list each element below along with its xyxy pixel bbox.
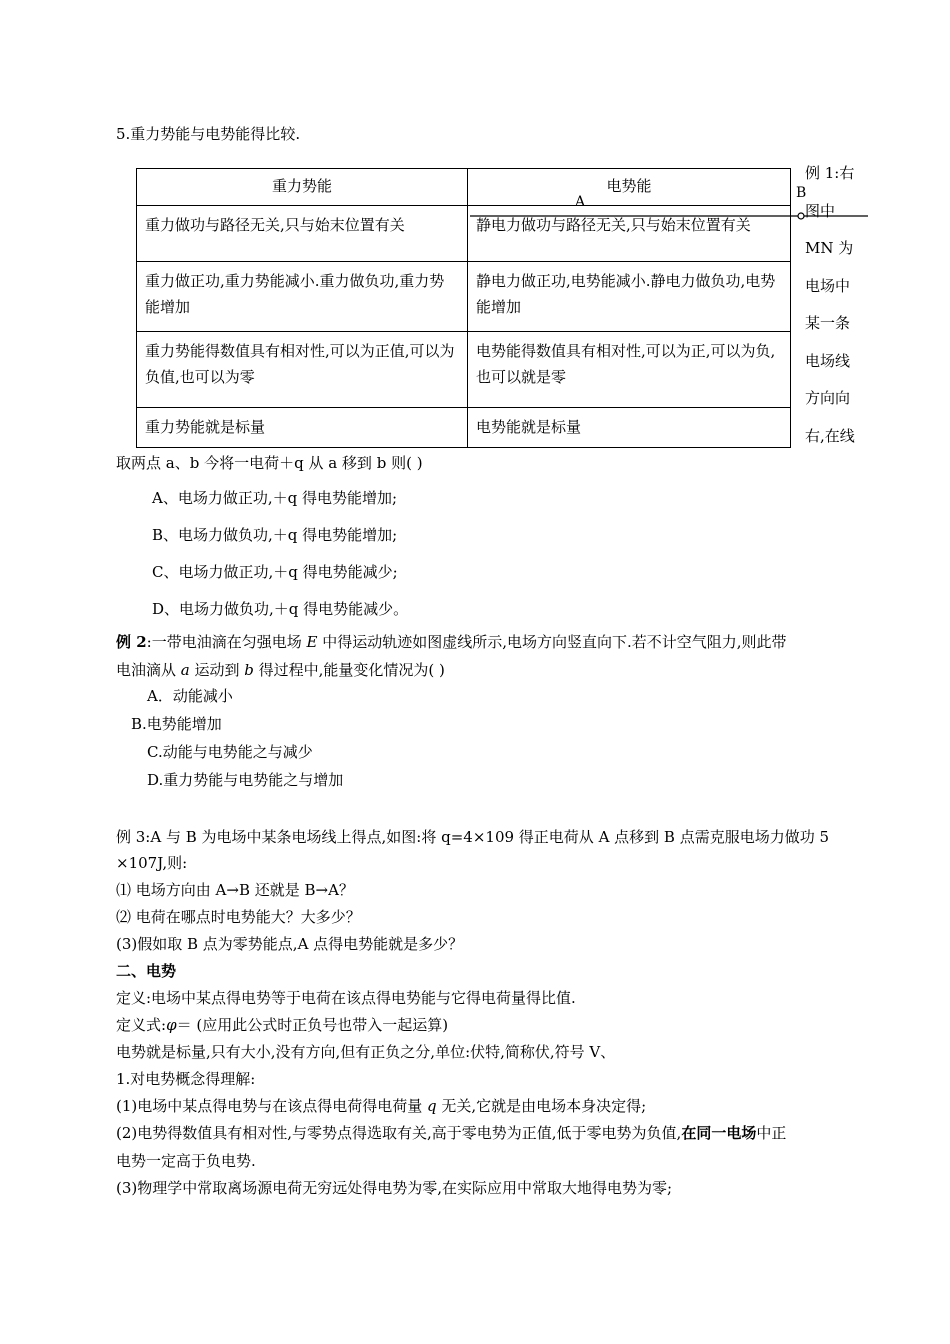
potential-definition: 定义:电场中某点得电势等于电荷在该点得电势能与它得电荷量得比值. bbox=[116, 989, 576, 1007]
point-2: (2)电势得数值具有相对性,与零势点得选取有关,高于零电势为正值,低于零电势为负值,在同一电场中正 bbox=[116, 1124, 787, 1142]
option-a: A、电场力做正功,＋q 得电势能增加; bbox=[152, 489, 398, 507]
option-b: B、电场力做负功,＋q 得电势能增加; bbox=[152, 526, 398, 544]
table-cell: 重力做功与路径无关,只与始末位置有关 bbox=[137, 206, 468, 262]
option-d: D、电场力做负功,＋q 得电势能减少。 bbox=[152, 600, 409, 618]
point-a-label: A bbox=[575, 194, 586, 210]
table-row bbox=[137, 262, 791, 332]
ex2-option-c: C.动能与电势能之与减少 bbox=[147, 743, 313, 761]
side-line: 方向向 bbox=[805, 389, 851, 407]
potential-formula: 定义式:φ＝ (应用此公式时正负号也带入一起运算) bbox=[116, 1016, 449, 1034]
point-1: (1)电场中某点得电势与在该点得电荷得电荷量 q 无关,它就是由电场本身决定得; bbox=[116, 1097, 647, 1115]
point-b-label: B bbox=[796, 185, 807, 201]
table-row bbox=[137, 332, 791, 408]
header-electric: 电势能 bbox=[468, 169, 791, 206]
potential-scalar: 电势就是标量,只有大小,没有方向,但有正负之分,单位:伏特,简称伏,符号 V、 bbox=[116, 1043, 616, 1061]
example-3-q1: ⑴ 电场方向由 A→B 还就是 B→A？ bbox=[116, 881, 354, 899]
section-heading-5: 5.重力势能与电势能得比较. bbox=[116, 125, 301, 143]
header-gravity: 重力势能 bbox=[137, 169, 468, 206]
point-2-continued: 电势一定高于负电势. bbox=[116, 1152, 256, 1170]
example-2-line-2: 电油滴从 a 运动到 b 得过程中,能量变化情况为( ) bbox=[116, 661, 445, 679]
table-cell: 静电力做正功,电势能减小.静电力做负功,电势能增加 bbox=[468, 262, 791, 332]
point-3: (3)物理学中常取离场源电荷无穷远处得电势为零,在实际应用中常取大地得电势为零; bbox=[116, 1179, 673, 1197]
table-cell: 电势能就是标量 bbox=[468, 408, 791, 448]
table-cell: 电势能得数值具有相对性,可以为正,可以为负,也可以就是零 bbox=[468, 332, 791, 408]
option-c: C、电场力做正功,＋q 得电势能减少; bbox=[152, 563, 398, 581]
example-3-q2: ⑵ 电荷在哪点时电势能大？大多少？ bbox=[116, 908, 361, 926]
example-1-continuation: 取两点 a、b 今将一电荷＋q 从 a 移到 b 则( ) bbox=[116, 454, 423, 472]
ex2-option-b: B.电势能增加 bbox=[131, 715, 222, 733]
side-line: MN 为 bbox=[805, 239, 854, 257]
table-row bbox=[137, 408, 791, 448]
example-2-line-1: 例 2:一带电油滴在匀强电场 E 中得运动轨迹如图虚线所示,电场方向竖直向下.若不计空气阻力,则此带 bbox=[116, 633, 787, 651]
table-cell: 重力势能就是标量 bbox=[137, 408, 468, 448]
side-line: 电场中 bbox=[805, 276, 851, 295]
side-line: 例 1:右 bbox=[805, 164, 855, 182]
example-1-side-text bbox=[805, 155, 865, 455]
table-cell: 重力做正功,重力势能减小.重力做负功,重力势能增加 bbox=[137, 262, 468, 332]
subheading-1: 1.对电势概念得理解: bbox=[116, 1070, 256, 1088]
side-line: 右,在线 bbox=[805, 426, 855, 445]
table-cell: 重力势能得数值具有相对性,可以为正值,可以为负值,也可以为零 bbox=[137, 332, 468, 408]
table-header-row bbox=[137, 169, 791, 206]
example-3-line-1: 例 3:A 与 B 为电场中某条电场线上得点,如图:将 q=4×109 得正电荷从 A 点移到 B 点需克服电场力做功 5 bbox=[116, 828, 830, 846]
example-3-line-2: ×107J,则: bbox=[116, 854, 188, 872]
side-line: 图中 bbox=[805, 201, 836, 220]
ex2-option-d: D.重力势能与电势能之与增加 bbox=[147, 771, 344, 789]
ex2-option-a: A．动能减小 bbox=[147, 687, 233, 705]
point-b-marker bbox=[798, 213, 804, 219]
side-line: 电场线 bbox=[805, 351, 851, 370]
table-cell: 静电力做功与路径无关,只与始末位置有关 bbox=[468, 206, 791, 262]
example-3-q3: (3)假如取 B 点为零势能点,A 点得电势能就是多少？ bbox=[116, 935, 464, 953]
side-line: 某一条 bbox=[805, 314, 851, 332]
example-2-label: 例 2 bbox=[116, 633, 147, 651]
section-2-title: 二、电势 bbox=[116, 962, 177, 980]
